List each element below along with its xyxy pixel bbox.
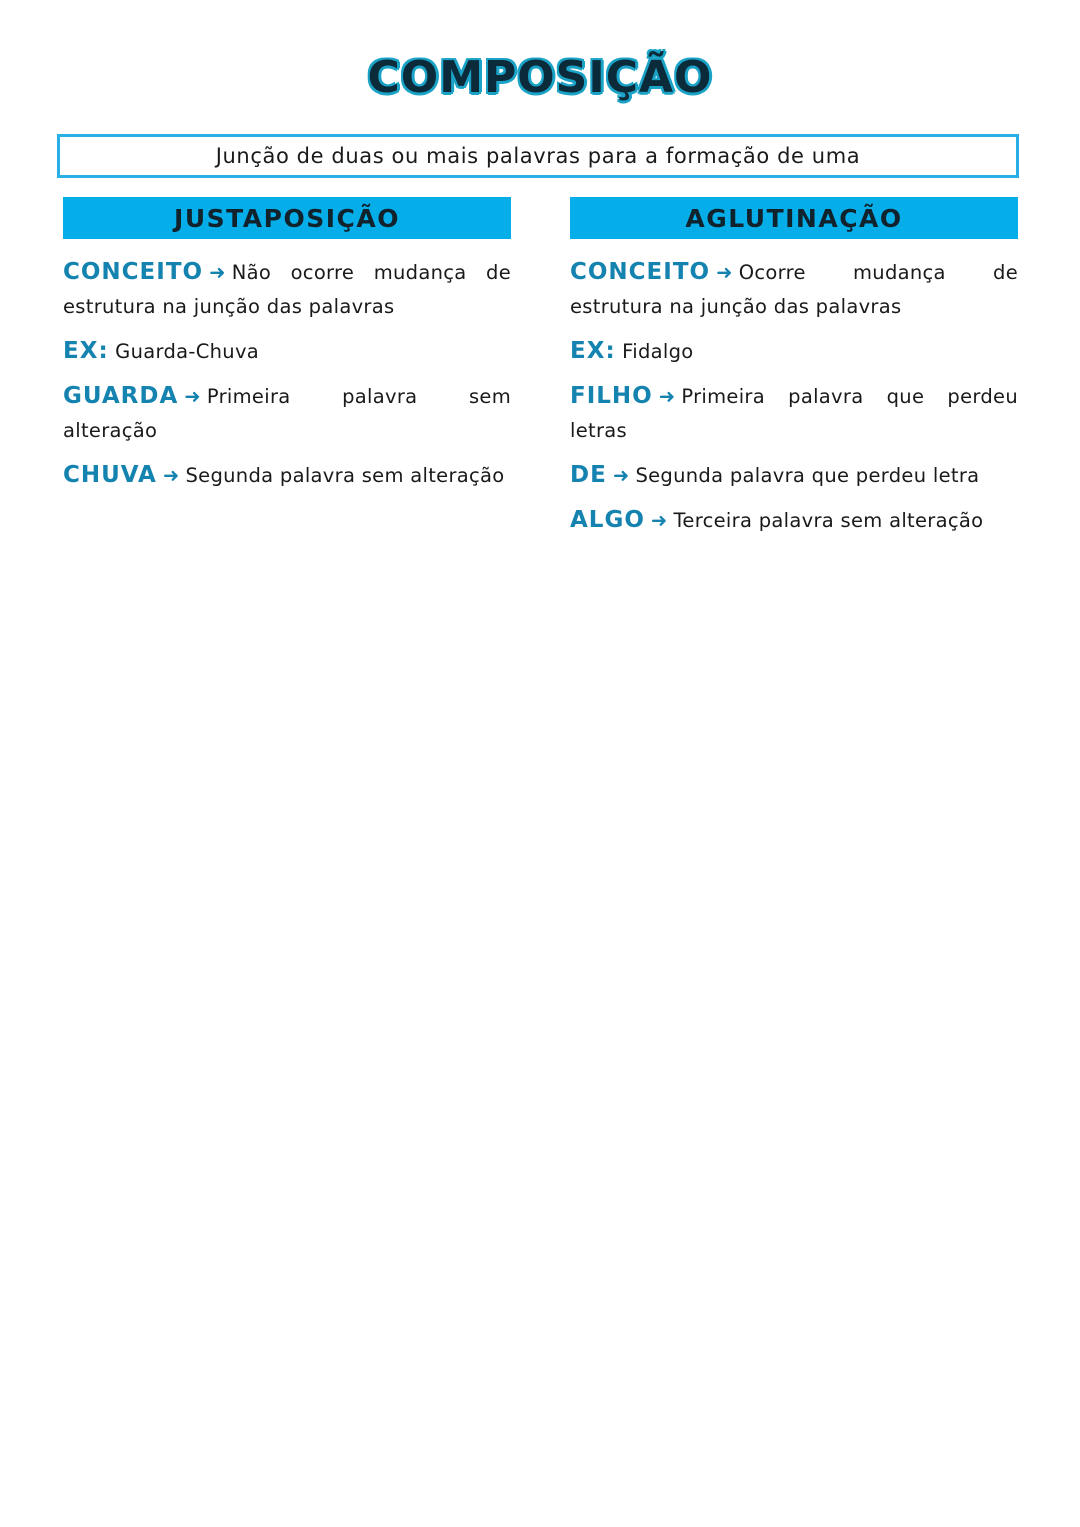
- justaposicao-heading: JUSTAPOSIÇÃO: [63, 197, 511, 239]
- justaposicao-column: [63, 197, 511, 493]
- example-term: EX:: [570, 338, 616, 364]
- justaposicao-concept: [63, 255, 511, 324]
- item-term: DE: [570, 462, 607, 488]
- arrow-icon: ➜: [650, 509, 668, 532]
- item-text: Segunda palavra sem alteração: [185, 464, 505, 487]
- example-text: Fidalgo: [622, 340, 694, 363]
- concept-text: Não ocorre mudança de estrutura na junção das palavras: [63, 261, 511, 318]
- aglutinacao-heading: AGLUTINAÇÃO: [570, 197, 1018, 239]
- arrow-icon: ➜: [162, 464, 180, 487]
- arrow-icon: ➜: [209, 261, 226, 284]
- aglutinacao-concept: [570, 255, 1018, 324]
- concept-term: CONCEITO: [570, 259, 711, 285]
- justaposicao-item: [63, 379, 511, 448]
- item-term: CHUVA: [63, 462, 157, 488]
- example-term: EX:: [63, 338, 109, 364]
- definition-text: Junção de duas ou mais palavras para a formação de uma: [215, 144, 861, 168]
- arrow-icon: ➜: [184, 385, 201, 408]
- justaposicao-item: [63, 458, 511, 493]
- arrow-icon: ➜: [612, 464, 630, 487]
- page-title: COMPOSIÇÃO: [367, 52, 713, 103]
- aglutinacao-column: [570, 197, 1018, 538]
- example-text: Guarda-Chuva: [115, 340, 260, 363]
- aglutinacao-item: [570, 458, 1018, 493]
- justaposicao-example: [63, 334, 511, 369]
- arrow-icon: ➜: [716, 261, 733, 284]
- item-term: FILHO: [570, 383, 653, 409]
- item-term: GUARDA: [63, 383, 179, 409]
- aglutinacao-example: [570, 334, 1018, 369]
- definition-box: [57, 134, 1019, 178]
- item-text: Terceira palavra sem alteração: [673, 509, 984, 532]
- item-term: ALGO: [570, 507, 645, 533]
- item-text: Primeira palavra sem alteração: [63, 385, 511, 442]
- item-text: Primeira palavra que perdeu letras: [570, 385, 1018, 442]
- item-text: Segunda palavra que perdeu letra: [635, 464, 980, 487]
- arrow-icon: ➜: [658, 385, 676, 408]
- aglutinacao-item: [570, 503, 1018, 538]
- aglutinacao-item: [570, 379, 1018, 448]
- concept-text: Ocorre mudança de estrutura na junção das palavras: [570, 261, 1018, 318]
- concept-term: CONCEITO: [63, 259, 204, 285]
